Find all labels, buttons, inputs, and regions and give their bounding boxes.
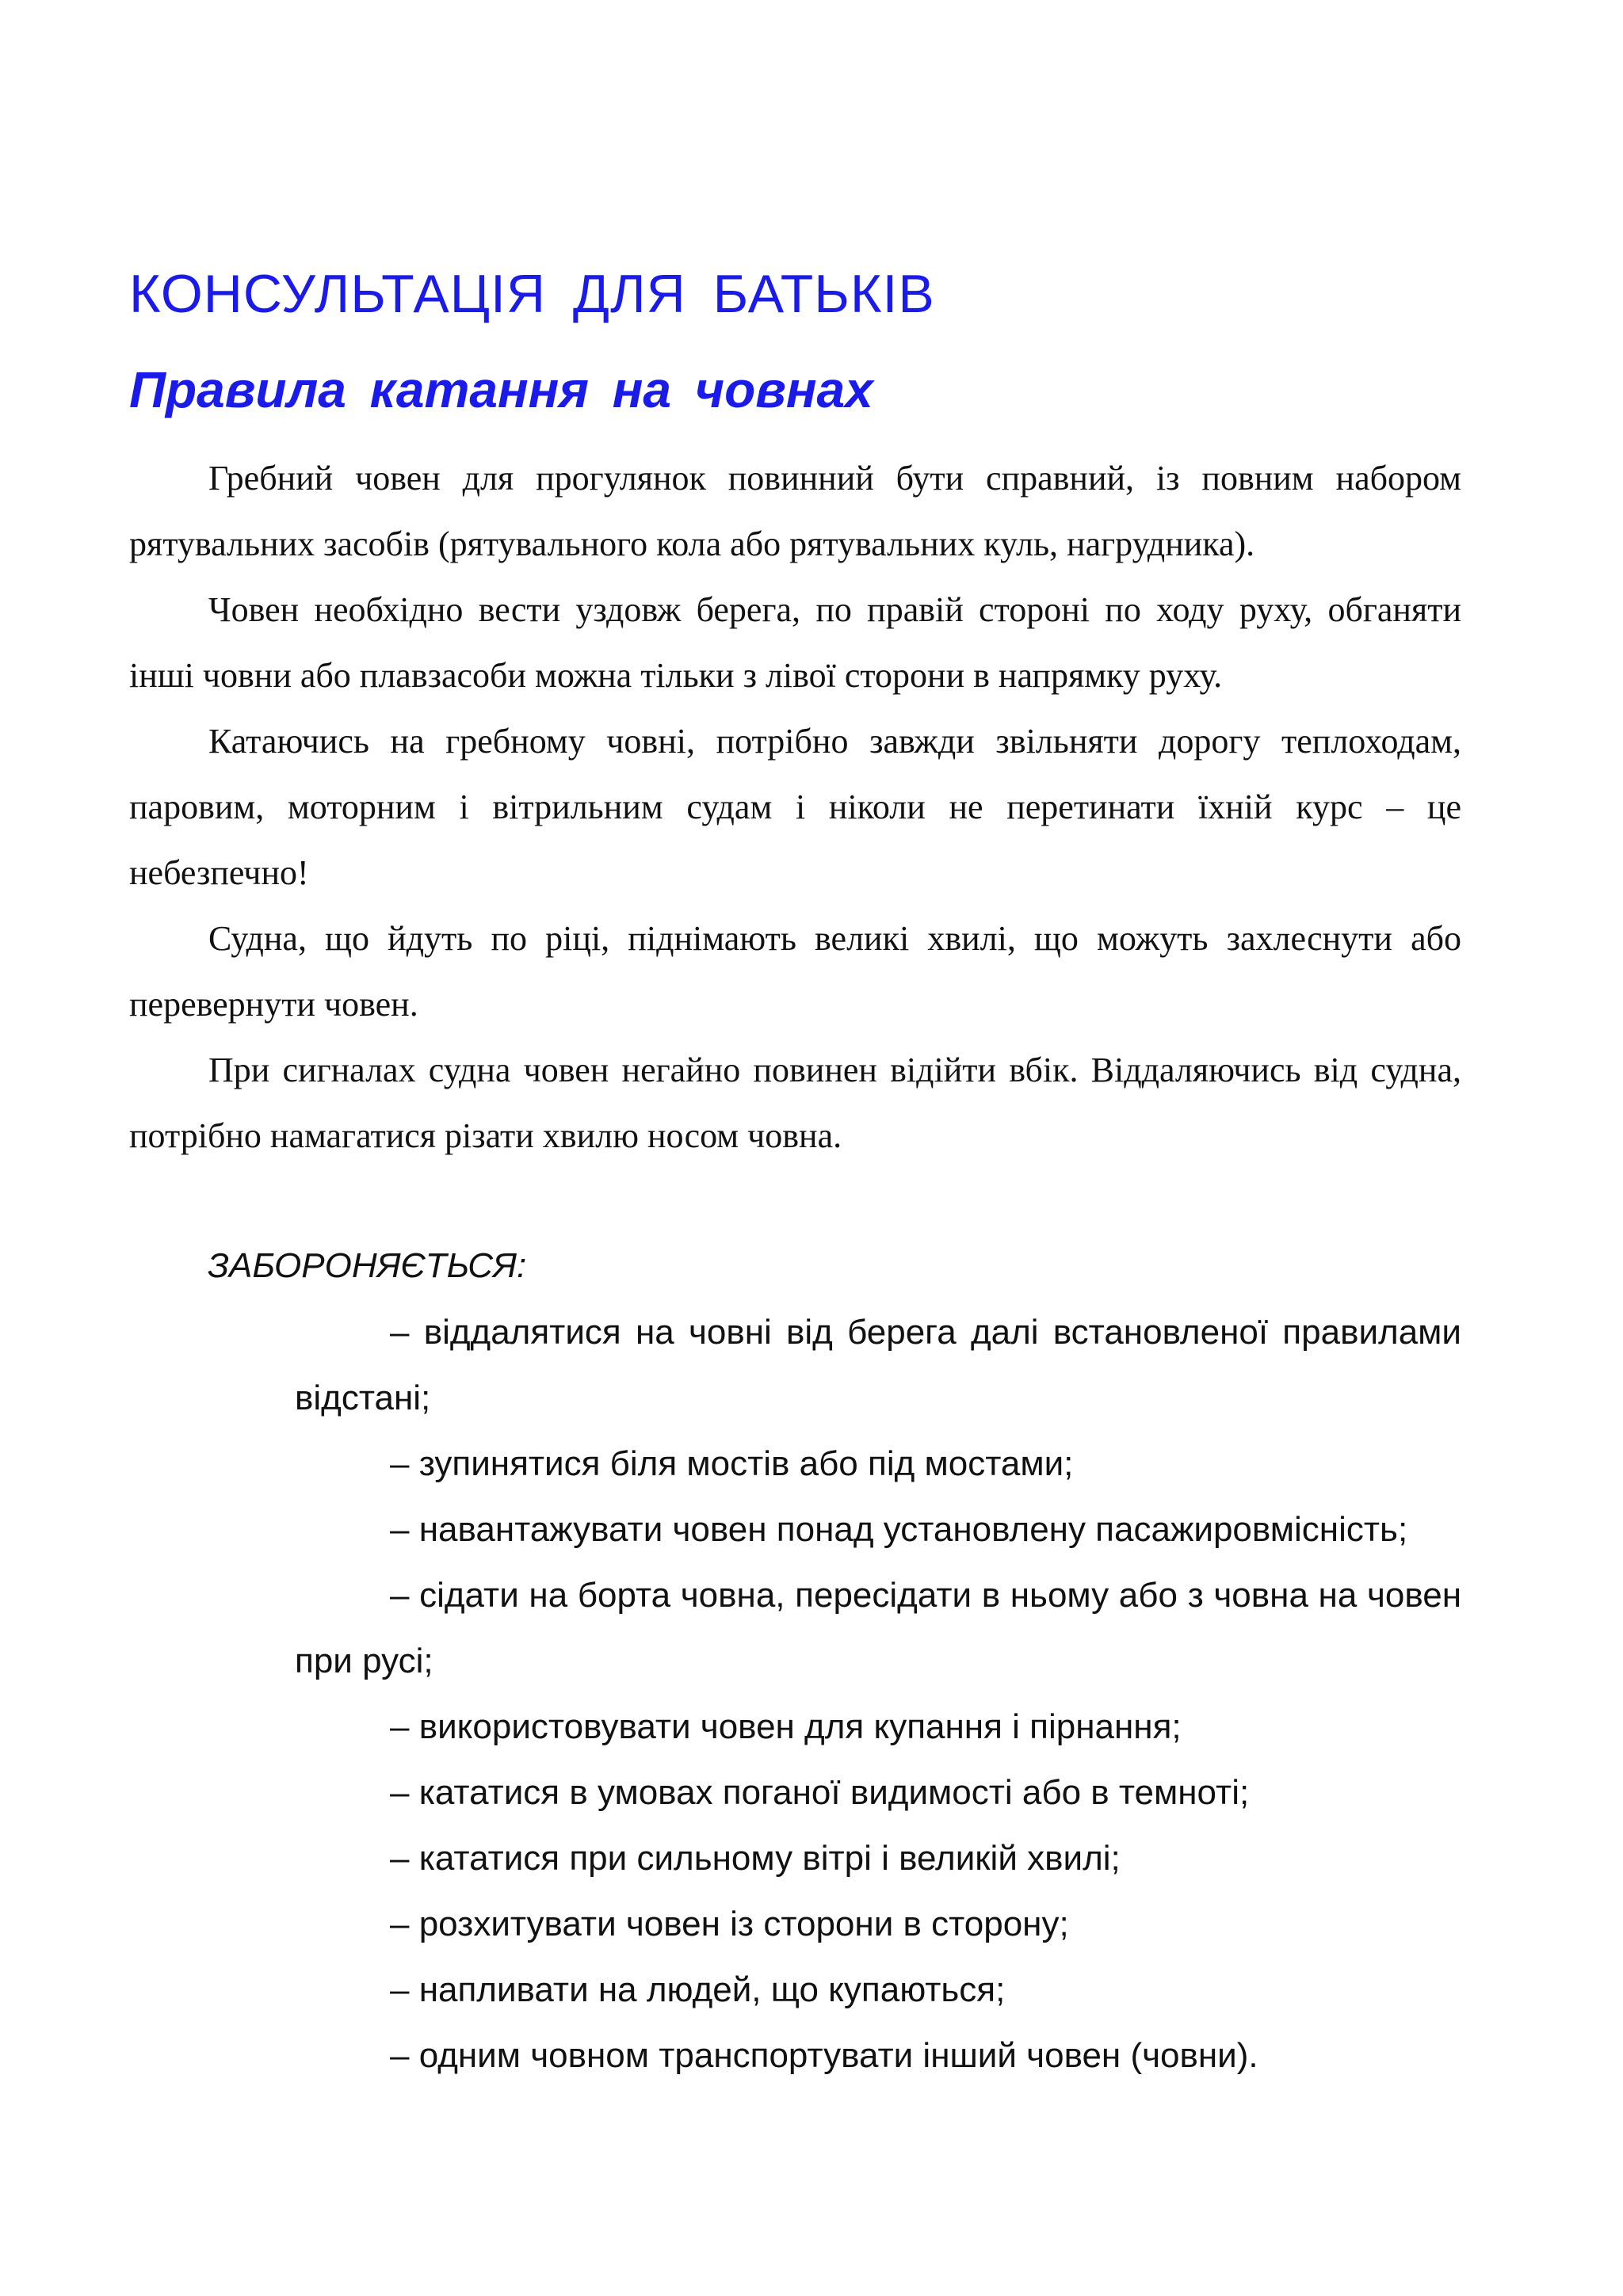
list-item: – кататися при сильному вітрі і великій хвилі; bbox=[390, 1839, 1121, 1878]
list-item: – кататися в умовах поганої видимості або в темноті; bbox=[390, 1773, 1250, 1812]
paragraph: Човен необхідно вести уздовж берега, по правій стороні по ходу руху, обганяти інші човни або плавзасоби можна тільки з лівої сторони в напрямку руху. bbox=[129, 590, 1461, 695]
page-title: КОНСУЛЬТАЦІЯ ДЛЯ БАТЬКІВ bbox=[129, 264, 935, 324]
paragraph: При сигналах судна човен негайно повинен відійти вбік. Віддаляючись від судна, потрібно намагатися різати хвилю носом човна. bbox=[129, 1051, 1461, 1155]
list-item: – розхитувати човен із сторони в сторону; bbox=[390, 1905, 1069, 1943]
list-item: – використовувати човен для купання і пірнання; bbox=[390, 1707, 1182, 1746]
list-item: – віддалятися на човні від берега далі встановленої правилами відстані; bbox=[295, 1313, 1461, 1417]
prohibited-list bbox=[295, 1299, 1461, 2088]
list-item: – навантажувати човен понад установлену пасажировмісність; bbox=[390, 1510, 1408, 1549]
prohibited-heading: ЗАБОРОНЯЄТЬСЯ: bbox=[208, 1246, 527, 1285]
body-text bbox=[129, 445, 1461, 1169]
paragraph: Гребний човен для прогулянок повинний бути справний, із повним набором рятувальних засобів (рятувального кола або рятувальних куль, нагрудника). bbox=[129, 459, 1461, 563]
list-item: – сідати на борта човна, пересідати в ньому або з човна на човен при русі; bbox=[295, 1576, 1461, 1680]
list-item: – напливати на людей, що купаються; bbox=[390, 1970, 1006, 2009]
list-item: – зупинятися біля мостів або під мостами; bbox=[390, 1444, 1074, 1483]
paragraph: Судна, що йдуть по ріці, піднімають великі хвилі, що можуть захлеснути або перевернути човен. bbox=[129, 919, 1461, 1024]
paragraph: Катаючись на гребному човні, потрібно завжди звільняти дорогу теплоходам, паровим, моторним і вітрильним судам і ніколи не перетинати їхній курс – це небезпечно! bbox=[129, 722, 1461, 892]
page-subtitle: Правила катання на човнах bbox=[129, 361, 873, 418]
list-item: – одним човном транспортувати інший човен (човни). bbox=[390, 2036, 1258, 2075]
